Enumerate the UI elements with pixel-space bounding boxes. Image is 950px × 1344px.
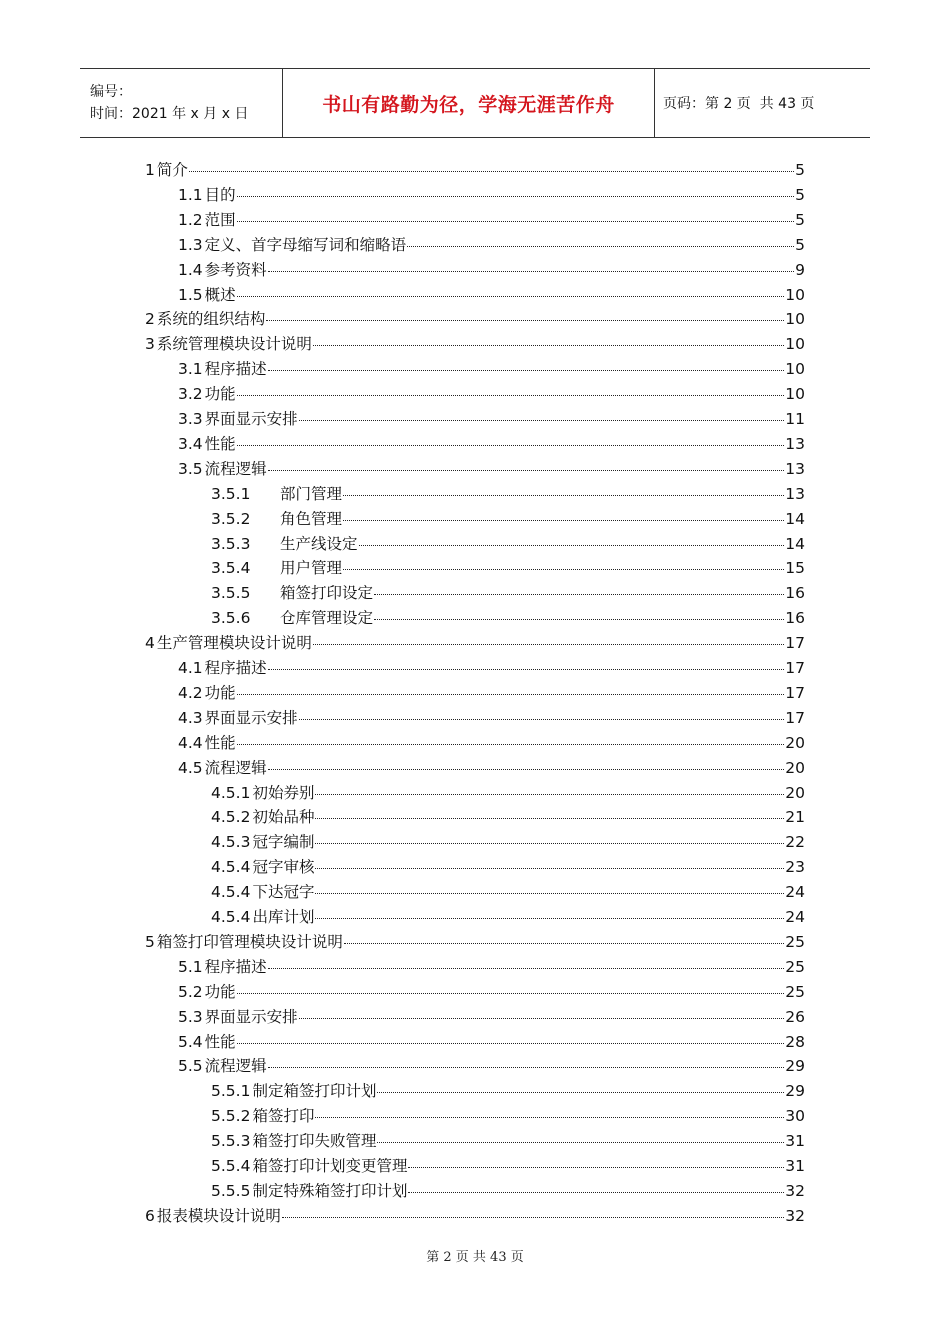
page-header <box>80 68 870 138</box>
toc-dot-leader <box>344 943 784 944</box>
toc-entry-number: 5.5.4 <box>211 1157 251 1175</box>
toc-entry-title: 目的 <box>204 185 236 204</box>
toc-entry-page: 29 <box>785 1057 805 1076</box>
toc-entry[interactable] <box>178 233 805 257</box>
toc-entry-page: 17 <box>785 708 805 727</box>
toc-entry-page: 5 <box>795 161 805 179</box>
toc-entry-number: 4 <box>145 634 155 653</box>
toc-entry-title: 角色管理 <box>280 509 343 528</box>
toc-entry-number: 3.2 <box>178 385 203 404</box>
toc-entry-page: 17 <box>785 683 805 702</box>
toc-entry-page: 10 <box>785 385 805 404</box>
toc-entry-page: 10 <box>785 285 805 304</box>
document-number-label: 编号： <box>90 84 132 100</box>
toc-entry-number: 3.4 <box>178 434 203 453</box>
toc-entry-page: 20 <box>785 758 805 777</box>
toc-dot-leader <box>237 1043 785 1044</box>
toc-entry-page: 11 <box>785 410 805 428</box>
toc-entry[interactable] <box>178 382 805 406</box>
toc-entry[interactable] <box>178 731 805 755</box>
toc-entry-number: 4.5.4 <box>211 883 251 902</box>
toc-entry[interactable] <box>178 457 805 481</box>
toc-entry[interactable] <box>211 1154 805 1178</box>
toc-entry-page: 13 <box>785 459 805 478</box>
toc-dot-leader <box>408 1192 784 1193</box>
toc-entry[interactable] <box>178 357 805 381</box>
toc-entry-title: 箱签打印 <box>252 1107 315 1126</box>
toc-entry-title: 系统的组织结构 <box>156 310 266 329</box>
toc-entry-title: 简介 <box>156 161 188 179</box>
toc-entry[interactable] <box>178 183 805 207</box>
toc-entry-title: 功能 <box>204 982 236 1001</box>
toc-dot-leader <box>343 569 784 570</box>
toc-dot-leader <box>408 1167 784 1168</box>
toc-dot-leader <box>315 1117 784 1118</box>
toc-entry[interactable] <box>211 1129 805 1153</box>
toc-entry-title: 报表模块设计说明 <box>156 1206 281 1225</box>
toc-entry-number: 5.5.3 <box>211 1132 251 1151</box>
toc-dot-leader <box>299 420 785 421</box>
toc-entry[interactable] <box>178 407 805 431</box>
toc-entry-number: 1 <box>145 161 155 179</box>
toc-entry-page: 25 <box>785 932 805 951</box>
toc-dot-leader <box>237 993 785 994</box>
toc-entry[interactable] <box>178 1005 805 1029</box>
toc-entry-page: 31 <box>785 1157 805 1175</box>
toc-entry-title: 出库计划 <box>252 908 315 926</box>
toc-entry[interactable] <box>145 1204 805 1228</box>
toc-entry-number: 4.5.2 <box>211 808 251 827</box>
toc-entry-number: 4.5 <box>178 758 203 777</box>
toc-entry-page: 28 <box>785 1032 805 1051</box>
toc-entry-title: 系统管理模块设计说明 <box>156 335 312 354</box>
toc-entry-title: 功能 <box>204 683 236 702</box>
toc-entry-title: 参考资料 <box>204 260 267 279</box>
toc-entry[interactable] <box>211 1179 805 1203</box>
toc-dot-leader <box>268 968 785 969</box>
toc-dot-leader <box>237 744 785 745</box>
header-page-info: 页码：第 2 页 共 43 页 <box>663 96 815 112</box>
toc-dot-leader <box>299 719 785 720</box>
toc-entry[interactable] <box>211 830 805 854</box>
toc-entry-number: 5 <box>145 932 155 951</box>
toc-entry[interactable] <box>211 581 805 605</box>
toc-dot-leader <box>268 470 785 471</box>
toc-entry-page: 16 <box>785 584 805 603</box>
toc-entry-number: 3.5.3 <box>211 534 251 553</box>
toc-entry[interactable] <box>145 332 805 356</box>
toc-entry-number: 5.5 <box>178 1057 203 1076</box>
toc-entry-title: 界面显示安排 <box>204 708 298 727</box>
toc-dot-leader <box>315 794 784 795</box>
toc-entry-number: 5.1 <box>178 957 203 976</box>
toc-entry-title: 界面显示安排 <box>204 1007 298 1026</box>
toc-entry-title: 初始品种 <box>252 808 315 827</box>
toc-entry-number: 3.1 <box>178 360 203 379</box>
toc-entry[interactable] <box>178 980 805 1004</box>
toc-entry-title: 流程逻辑 <box>204 459 267 478</box>
toc-entry-title: 界面显示安排 <box>204 410 298 428</box>
toc-entry-title: 用户管理 <box>280 559 343 578</box>
toc-entry[interactable] <box>211 507 805 531</box>
toc-entry-page: 29 <box>785 1082 805 1101</box>
toc-dot-leader <box>237 694 785 695</box>
toc-entry-number: 5.3 <box>178 1007 203 1026</box>
toc-entry[interactable] <box>178 1054 805 1078</box>
toc-dot-leader <box>268 669 785 670</box>
toc-entry-page: 22 <box>785 833 805 852</box>
toc-entry-title: 性能 <box>204 733 236 752</box>
toc-dot-leader <box>266 320 784 321</box>
toc-entry-number: 1.5 <box>178 285 203 304</box>
toc-dot-leader <box>374 594 784 595</box>
toc-entry-title: 流程逻辑 <box>204 758 267 777</box>
toc-dot-leader <box>407 246 794 247</box>
toc-entry-page: 17 <box>785 634 805 653</box>
toc-entry-page: 31 <box>785 1132 805 1151</box>
toc-entry-page: 13 <box>785 434 805 453</box>
toc-dot-leader <box>313 345 784 346</box>
toc-entry[interactable] <box>145 307 805 331</box>
toc-entry-page: 16 <box>785 609 805 628</box>
toc-entry-page: 15 <box>785 559 805 578</box>
toc-entry-title: 箱签打印失败管理 <box>252 1132 377 1151</box>
toc-entry-page: 5 <box>795 210 805 229</box>
toc-entry-title: 生产管理模块设计说明 <box>156 634 312 653</box>
toc-entry-page: 24 <box>785 908 805 926</box>
toc-entry-page: 14 <box>785 534 805 553</box>
toc-entry-title: 范围 <box>204 210 236 229</box>
toc-entry-page: 25 <box>785 982 805 1001</box>
toc-dot-leader <box>299 1018 785 1019</box>
toc-entry-number: 1.3 <box>178 235 203 254</box>
toc-entry-page: 23 <box>785 858 805 877</box>
toc-dot-leader <box>237 445 785 446</box>
toc-entry-number: 1.1 <box>178 185 203 204</box>
toc-entry-title: 生产线设定 <box>280 534 358 553</box>
toc-entry-title: 冠字编制 <box>252 833 315 852</box>
toc-dot-leader <box>343 495 784 496</box>
toc-entry[interactable] <box>178 681 805 705</box>
toc-entry-title: 仓库管理设定 <box>280 609 374 628</box>
toc-entry-number: 3.5.6 <box>211 609 251 628</box>
header-motto-cell <box>283 69 655 137</box>
toc-entry-number: 5.2 <box>178 982 203 1001</box>
toc-entry-number: 3 <box>145 335 155 354</box>
toc-entry-title: 概述 <box>204 285 236 304</box>
toc-entry-page: 20 <box>785 733 805 752</box>
toc-dot-leader <box>268 271 794 272</box>
toc-entry[interactable] <box>211 532 805 556</box>
toc-entry[interactable] <box>211 880 805 904</box>
toc-entry-title: 程序描述 <box>204 957 267 976</box>
toc-entry-page: 13 <box>785 484 805 503</box>
toc-dot-leader <box>377 1092 784 1093</box>
toc-dot-leader <box>237 395 785 396</box>
toc-entry-number: 4.3 <box>178 708 203 727</box>
toc-entry-page: 24 <box>785 883 805 902</box>
toc-entry-page: 21 <box>785 808 805 827</box>
toc-entry-number: 3.5.1 <box>211 484 251 503</box>
toc-entry-number: 4.5.4 <box>211 858 251 877</box>
toc-entry[interactable] <box>211 1104 805 1128</box>
toc-entry-number: 1.4 <box>178 260 203 279</box>
page-footer <box>0 1246 950 1265</box>
toc-entry-title: 初始券别 <box>252 783 315 802</box>
document-date: 时间：2021 年 x 月 x 日 <box>90 106 249 122</box>
toc-entry-number: 5.5.2 <box>211 1107 251 1126</box>
toc-dot-leader <box>189 171 794 172</box>
toc-entry-title: 程序描述 <box>204 659 267 677</box>
toc-dot-leader <box>268 370 785 371</box>
toc-dot-leader <box>377 1142 784 1143</box>
toc-entry[interactable] <box>211 855 805 879</box>
toc-dot-leader <box>315 893 784 894</box>
toc-entry-page: 32 <box>785 1206 805 1225</box>
toc-dot-leader <box>315 843 784 844</box>
toc-entry-number: 4.5.1 <box>211 783 251 802</box>
toc-entry-page: 14 <box>785 509 805 528</box>
toc-entry-number: 3.5 <box>178 459 203 478</box>
toc-entry-number: 4.1 <box>178 659 203 677</box>
toc-entry[interactable] <box>211 556 805 580</box>
toc-entry[interactable] <box>178 955 805 979</box>
toc-entry[interactable] <box>178 432 805 456</box>
toc-entry-number: 1.2 <box>178 210 203 229</box>
toc-entry[interactable] <box>178 756 805 780</box>
toc-entry-title: 流程逻辑 <box>204 1057 267 1076</box>
toc-entry-title: 制定箱签打印计划 <box>252 1082 377 1101</box>
toc-entry[interactable] <box>211 482 805 506</box>
toc-entry[interactable] <box>178 283 805 307</box>
toc-entry[interactable] <box>211 905 805 929</box>
toc-entry-page: 10 <box>785 335 805 354</box>
toc-entry-title: 箱签打印管理模块设计说明 <box>156 932 343 951</box>
toc-entry-title: 部门管理 <box>280 484 343 503</box>
toc-entry-title: 程序描述 <box>204 360 267 379</box>
toc-entry[interactable] <box>178 208 805 232</box>
toc-dot-leader <box>313 644 784 645</box>
toc-dot-leader <box>237 296 785 297</box>
toc-entry-page: 26 <box>785 1007 805 1026</box>
toc-entry-title: 箱签打印计划变更管理 <box>252 1157 408 1175</box>
toc-dot-leader <box>315 868 784 869</box>
toc-entry-page: 10 <box>785 310 805 329</box>
toc-entry-number: 3.5.5 <box>211 584 251 603</box>
toc-entry-page: 17 <box>785 659 805 677</box>
toc-entry-number: 4.5.4 <box>211 908 251 926</box>
toc-dot-leader <box>237 196 794 197</box>
toc-entry-number: 4.4 <box>178 733 203 752</box>
toc-dot-leader <box>374 619 784 620</box>
toc-dot-leader <box>282 1217 784 1218</box>
toc-entry-page: 9 <box>795 260 805 279</box>
toc-entry-number: 4.2 <box>178 683 203 702</box>
toc-entry-title: 性能 <box>204 434 236 453</box>
toc-dot-leader <box>237 221 794 222</box>
toc-entry[interactable] <box>178 656 805 680</box>
toc-entry[interactable] <box>145 930 805 954</box>
toc-dot-leader <box>359 545 785 546</box>
toc-entry-page: 32 <box>785 1181 805 1200</box>
toc-dot-leader <box>315 818 784 819</box>
header-motto: 书山有路勤为径，学海无涯苦作舟 <box>322 93 615 116</box>
toc-dot-leader <box>268 1067 785 1068</box>
toc-entry-title: 冠字审核 <box>252 858 315 877</box>
toc-entry-page: 20 <box>785 783 805 802</box>
toc-entry-title: 箱签打印设定 <box>280 584 374 603</box>
toc-entry-page: 10 <box>785 360 805 379</box>
toc-entry-page: 5 <box>795 185 805 204</box>
toc-entry-number: 6 <box>145 1206 155 1225</box>
toc-entry[interactable] <box>178 1030 805 1054</box>
toc-dot-leader <box>268 769 785 770</box>
toc-entry-number: 5.4 <box>178 1032 203 1051</box>
toc-entry[interactable] <box>211 606 805 630</box>
toc-entry-page: 30 <box>785 1107 805 1126</box>
toc-entry-number: 3.3 <box>178 410 203 428</box>
toc-entry-number: 5.5.1 <box>211 1082 251 1101</box>
toc-entry-number: 5.5.5 <box>211 1181 251 1200</box>
toc-entry-number: 2 <box>145 310 155 329</box>
toc-dot-leader <box>343 520 784 521</box>
toc-entry-title: 功能 <box>204 385 236 404</box>
toc-entry[interactable] <box>178 706 805 730</box>
header-meta <box>80 69 283 137</box>
toc-dot-leader <box>315 918 784 919</box>
toc-entry[interactable] <box>211 805 805 829</box>
toc-entry-number: 3.5.2 <box>211 509 251 528</box>
toc-entry-number: 3.5.4 <box>211 559 251 578</box>
toc-entry-number: 4.5.3 <box>211 833 251 852</box>
toc-entry[interactable] <box>178 258 805 282</box>
toc-entry[interactable] <box>145 158 805 182</box>
footer-page-number: 第 2 页 共 43 页 <box>426 1250 524 1265</box>
toc-entry[interactable] <box>145 631 805 655</box>
toc-entry-page: 25 <box>785 957 805 976</box>
toc-entry[interactable] <box>211 781 805 805</box>
header-page-info-cell <box>655 69 870 137</box>
toc-entry-title: 制定特殊箱签打印计划 <box>252 1181 408 1200</box>
toc-entry-title: 定义、首字母缩写词和缩略语 <box>204 235 407 254</box>
toc-entry-title: 性能 <box>204 1032 236 1051</box>
toc-entry-title: 下达冠字 <box>252 883 315 902</box>
toc-entry-page: 5 <box>795 235 805 254</box>
toc-entry[interactable] <box>211 1079 805 1103</box>
